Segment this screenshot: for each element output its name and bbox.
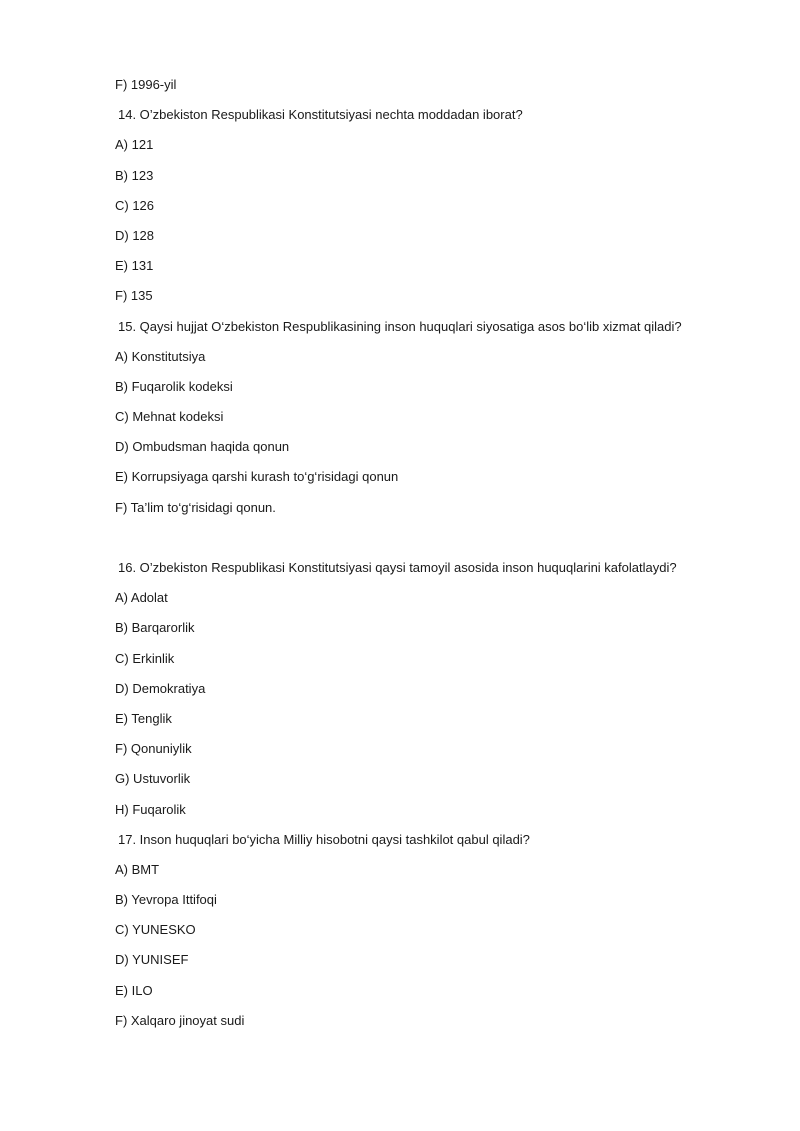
answer-option: A) BMT <box>115 861 160 877</box>
answer-option: A) 121 <box>115 137 154 153</box>
answer-option: E) ILO <box>115 982 153 998</box>
answer-option: B) 123 <box>115 167 154 183</box>
answer-option: H) Fuqarolik <box>115 801 186 817</box>
answer-option: F) 135 <box>115 288 153 304</box>
answer-option: C) Erkinlik <box>115 650 175 666</box>
blank-line <box>115 528 755 558</box>
question-14-text: 14. O’zbekiston Respublikasi Konstitutsiyasi nechta moddadan iborat? <box>118 107 523 123</box>
answer-option: D) Ombudsman haqida qonun <box>115 439 290 455</box>
answer-option: G) Ustuvorlik <box>115 771 191 787</box>
answer-option: D) Demokratiya <box>115 680 206 696</box>
question-16-text: 16. O’zbekiston Respublikasi Konstitutsiyasi qaysi tamoyil asosida inson huquqlarini kafolatlaydi? <box>118 560 677 575</box>
answer-option: C) YUNESKO <box>115 922 196 938</box>
answer-option: B) Fuqarolik kodeksi <box>115 378 233 394</box>
answer-option: F) 1996-yil <box>115 77 177 92</box>
answer-option: D) YUNISEF <box>115 952 189 968</box>
answer-option: C) 126 <box>115 197 155 213</box>
document-body <box>115 75 755 1041</box>
answer-option: E) Tenglik <box>115 710 172 726</box>
answer-option: F) Qonuniylik <box>115 741 192 757</box>
answer-option: E) Korrupsiyaga qarshi kurash to‘g‘risidagi qonun <box>115 469 399 485</box>
answer-option: F) Xalqaro jinoyat sudi <box>115 1012 245 1028</box>
answer-option: B) Yevropa Ittifoqi <box>115 892 217 908</box>
question-17-text: 17. Inson huquqlari bo‘yicha Milliy hisobotni qaysi tashkilot qabul qiladi? <box>118 831 530 847</box>
answer-option: E) 131 <box>115 258 154 274</box>
answer-option: A) Adolat <box>115 590 168 606</box>
answer-option: F) Ta’lim to‘g‘risidagi qonun. <box>115 499 276 515</box>
question-15-text: 15. Qaysi hujjat O‘zbekiston Respublikasining inson huquqlari siyosatiga asos bo‘lib xizmat qiladi? <box>118 318 682 334</box>
answer-option: B) Barqarorlik <box>115 620 195 636</box>
answer-option: A) Konstitutsiya <box>115 348 206 364</box>
answer-option: C) Mehnat kodeksi <box>115 409 224 425</box>
answer-option: D) 128 <box>115 227 155 243</box>
